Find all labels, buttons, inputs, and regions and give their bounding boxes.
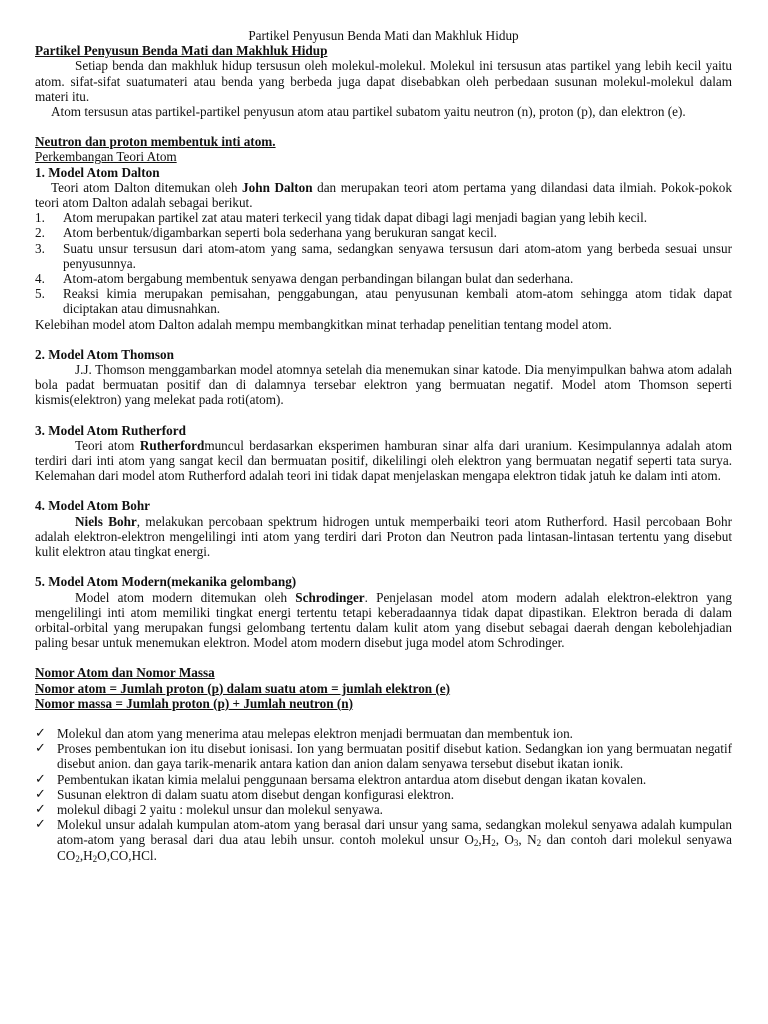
- heading-bohr: 4. Model Atom Bohr: [35, 498, 151, 514]
- page-header: Partikel Penyusun Benda Mati dan Makhluk Hidup: [248, 28, 519, 43]
- paragraph-modern: Model atom modern ditemukan oleh Schrodinger. Penjelasan model atom modern adalah elektron-elektron yang mengelilingi inti atom memiliki tingkat energi tertentu tetapi keberadaannya tidak dapat dipastikan. Elektron berada di dalam orbital-orbital yang merupakan fungsi gelombang tertentu dalam kulit atom yang disebut sebagai daerah dengan kebolehjadian paling besar untuk menemukan elektron. Model atom modern disebut juga model atom Schrodinger.: [35, 589, 732, 651]
- formula-nomor-atom: Nomor atom = Jumlah proton (p) dalam suatu atom = jumlah elektron (e): [35, 680, 451, 696]
- name-schrodinger: Schrodinger: [295, 589, 365, 605]
- section-title-inti-atom: Neutron dan proton membentuk inti atom.: [35, 134, 276, 150]
- list-item: 1. Atom merupakan partikel zat atau materi terkecil yang tidak dapat dibagi lagi menjadi bagian yang lebih kecil.: [35, 210, 648, 226]
- checkmark-icon: ✓: [35, 786, 46, 802]
- list-item: ✓ molekul dibagi 2 yaitu : molekul unsur dan molekul senyawa.: [35, 801, 383, 817]
- formula-nomor-massa: Nomor massa = Jumlah proton (p) + Jumlah neutron (n): [35, 695, 354, 711]
- list-item: ✓ Susunan elektron di dalam suatu atom disebut dengan konfigurasi elektron.: [35, 786, 455, 802]
- checkmark-icon: ✓: [35, 725, 46, 741]
- heading-thomson: 2. Model Atom Thomson: [35, 346, 174, 362]
- section-title-partikel: Partikel Penyusun Benda Mati dan Makhluk Hidup: [35, 43, 328, 59]
- list-item: 2. Atom berbentuk/digambarkan seperti bola sederhana yang berukuran sangat kecil.: [35, 225, 497, 241]
- heading-modern: 5. Model Atom Modern(mekanika gelombang): [35, 574, 297, 590]
- checkmark-icon: ✓: [35, 817, 46, 833]
- name-john-dalton: John Dalton: [242, 179, 313, 195]
- formula-n2: $N_2$: [527, 832, 542, 849]
- checklist: [35, 726, 732, 863]
- paragraph-dalton-closing: Kelebihan model atom Dalton adalah mempu membangkitkan minat terhadap penelitian tentang model atom.: [35, 316, 612, 332]
- name-niels-bohr: Niels Bohr: [75, 513, 137, 529]
- checkmark-icon: ✓: [35, 771, 46, 787]
- checkmark-icon: ✓: [35, 801, 46, 817]
- formula-h2: $H_2$: [481, 832, 496, 849]
- checkmark-icon: ✓: [35, 741, 46, 757]
- dalton-points-list: [35, 210, 732, 316]
- formula-h2o: $H_2O$: [83, 847, 107, 864]
- heading-nomor-atom: Nomor Atom dan Nomor Massa: [35, 665, 215, 681]
- paragraph-molekul: Setiap benda dan makhluk hidup tersusun oleh molekul-molekul. Molekul ini tersusun atas partikel yang lebih kecil yaitu atom. sifat-sifat suatumateri atau benda yang berbeda juga dapat disebabkan oleh perbedaan susunan molekul-molekul dalam materi itu.: [35, 58, 732, 104]
- section-title-perkembangan: Perkembangan Teori Atom: [35, 149, 177, 165]
- list-item: ✓ Molekul unsur adalah kumpulan atom-atom yang berasal dari unsur yang sama, sedangkan molekul senyawa adalah kumpulan atom-atom yang berasal dari dua atau lebih unsur. contoh molekul unsur $O_2,H_2$, $O_3$, $N_2$ dan contoh dari molekul senyawa $CO_2,H_2O,CO,HCl$.: [35, 817, 733, 864]
- document-page: [35, 28, 732, 863]
- name-rutherford: Rutherford: [139, 437, 205, 453]
- list-item: 4. Atom-atom bergabung membentuk senyawa dengan perbandingan bilangan bulat dan sederhana.: [35, 271, 574, 287]
- paragraph-rutherford: Teori atom Rutherfordmuncul berdasarkan eksperimen hamburan sinar alfa dari uranium. Kesimpulannya adalah atom terdiri dari inti atom yang sangat kecil dan bermuatan positif, dikelilingi oleh elektron yang bermuatan negatif seperti tata surya. Kelemahan dari model atom Rutherford adalah teori ini tidak dapat menjelaskan mengapa elektron tidak jatuh ke dalam inti atom.: [35, 437, 733, 484]
- heading-dalton: 1. Model Atom Dalton: [35, 164, 160, 180]
- list-item: ✓ Proses pembentukan ion itu disebut ionisasi. Ion yang bermuatan positif disebut kation. Sedangkan ion yang bermuatan negatif disebut anion. dan gaya tarik-menarik antara kation dan anion dalam senyawa tersebut disebut ikatan ionik.: [35, 741, 732, 772]
- list-item: 3. Suatu unsur tersusun dari atom-atom yang sama, sedangkan senyawa tersusun dari atom-atom yang berbeda sesuai unsur penyusunnya.: [35, 240, 732, 271]
- formula-o2: $O_2$: [464, 832, 479, 849]
- formula-o3: $O_3$: [504, 832, 519, 849]
- paragraph-dalton-intro: Teori atom Dalton ditemukan oleh John Dalton dan merupakan teori atom pertama yang dilandasi data ilmiah. Pokok-pokok teori atom Dalton adalah sebagai berikut.: [35, 179, 732, 211]
- formula-co2: $CO_2$: [57, 847, 80, 864]
- paragraph-subatom: Atom tersusun atas partikel-partikel penyusun atom atau partikel subatom yaitu neutron (n), proton (p), dan elektron (e).: [51, 104, 686, 120]
- list-item: ✓ Molekul dan atom yang menerima atau melepas elektron menjadi bermuatan dan membentuk ion.: [35, 725, 573, 741]
- heading-rutherford: 3. Model Atom Rutherford: [35, 422, 186, 438]
- list-item: ✓ Pembentukan ikatan kimia melalui penggunaan bersama elektron antardua atom disebut dengan ikatan kovalen.: [35, 771, 647, 787]
- paragraph-thomson: J.J. Thomson menggambarkan model atomnya setelah dia menemukan sinar katode. Dia menyimpulkan bahwa atom adalah bola padat bermuatan positif dan di dalamnya tersebar elektron yang bermuatan negatif. Model atom Thomson seperti kismis(elektron) yang melekat pada roti(atom).: [35, 362, 732, 408]
- paragraph-bohr: Niels Bohr, melakukan percobaan spektrum hidrogen untuk memperbaiki teori atom Rutherford. Hasil percobaan Bohr adalah elektron-elektron mengelilingi inti atom yang terdiri dari Proton dan Neutron pada lintasan-lintasan tertentu yang disebut kulit elektron atau tingkat energi.: [35, 513, 732, 560]
- list-item: 5. Reaksi kimia merupakan pemisahan, penggabungan, atau penyusunan kembali atom-atom sehingga atom tidak dapat diciptakan atau dimusnahkan.: [35, 286, 732, 317]
